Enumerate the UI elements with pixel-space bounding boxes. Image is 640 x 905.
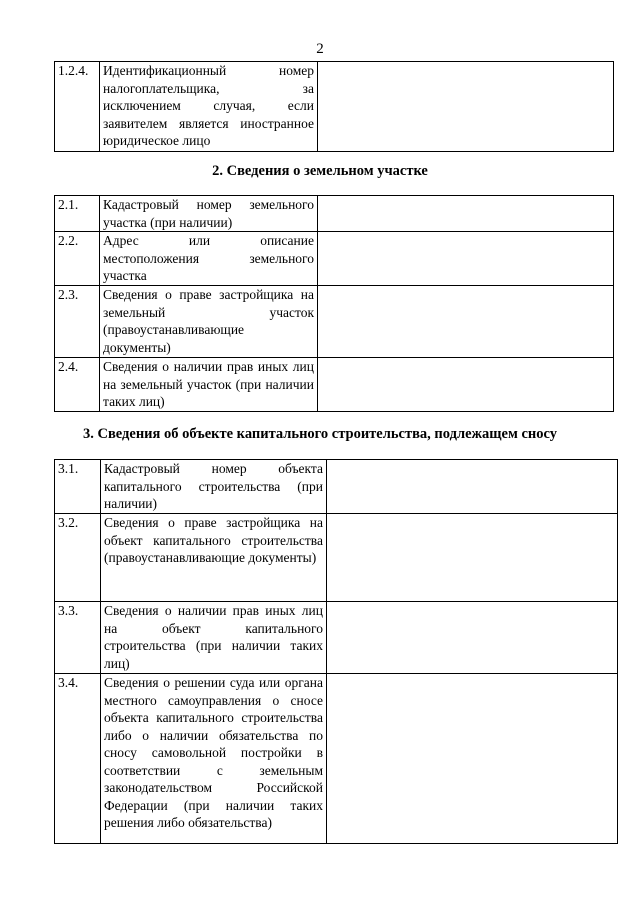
row-label: Кадастровый номер объекта капитального строительства (при наличии)	[101, 460, 327, 514]
row-number: 3.4.	[55, 674, 101, 844]
table-row	[55, 62, 614, 152]
row-value-cell[interactable]	[318, 62, 614, 152]
row-label: Кадастровый номер земельного участка (при наличии)	[100, 196, 318, 232]
row-label: Сведения о наличии прав иных лиц на объект капитального строительства (при наличии таких лиц)	[101, 602, 327, 674]
table-row	[55, 602, 618, 674]
row-value-cell[interactable]	[327, 514, 618, 602]
row-value-cell[interactable]	[318, 358, 614, 412]
row-number: 2.3.	[55, 286, 100, 358]
section-heading-capital-object: 3. Сведения об объекте капитального строительства, подлежащем сносу	[83, 426, 557, 442]
row-value-cell[interactable]	[327, 674, 618, 844]
row-label: Сведения о праве застройщика на земельный участок (правоустанавливающие документы)	[100, 286, 318, 358]
table-row	[55, 358, 614, 412]
row-label: Идентификационный номер налогоплательщика, за исключением случая, если заявителем является иностранное юридическое лицо	[100, 62, 318, 152]
row-number: 2.1.	[55, 196, 100, 232]
row-value-cell[interactable]	[318, 232, 614, 286]
row-number: 3.2.	[55, 514, 101, 602]
row-value-cell[interactable]	[318, 196, 614, 232]
row-label: Адрес или описание местоположения земельного участка	[100, 232, 318, 286]
row-value-cell[interactable]	[318, 286, 614, 358]
row-label: Сведения о решении суда или органа местного самоуправления о сносе объекта капитального строительства либо о наличии обязательства по сносу самовольной постройки в соответствии с земельным законодательством Российской Федерации (при наличии таких решения либо обязательства)	[101, 674, 327, 844]
page-number: 2	[316, 41, 324, 57]
land-plot-table	[54, 195, 614, 412]
row-value-cell[interactable]	[327, 602, 618, 674]
table-row	[55, 460, 618, 514]
row-number: 2.2.	[55, 232, 100, 286]
row-value-cell[interactable]	[327, 460, 618, 514]
row-number: 3.1.	[55, 460, 101, 514]
row-number: 3.3.	[55, 602, 101, 674]
table-row	[55, 674, 618, 844]
table-row	[55, 514, 618, 602]
row-label: Сведения о праве застройщика на объект капитального строительства (правоустанавливающие документы)	[101, 514, 327, 602]
table-row	[55, 286, 614, 358]
section-heading-land-plot: 2. Сведения о земельном участке	[212, 163, 428, 179]
applicant-table	[54, 61, 614, 152]
table-row	[55, 232, 614, 286]
row-number: 1.2.4.	[55, 62, 100, 152]
table-row	[55, 196, 614, 232]
row-label: Сведения о наличии прав иных лиц на земельный участок (при наличии таких лиц)	[100, 358, 318, 412]
row-number: 2.4.	[55, 358, 100, 412]
capital-object-table	[54, 459, 618, 844]
